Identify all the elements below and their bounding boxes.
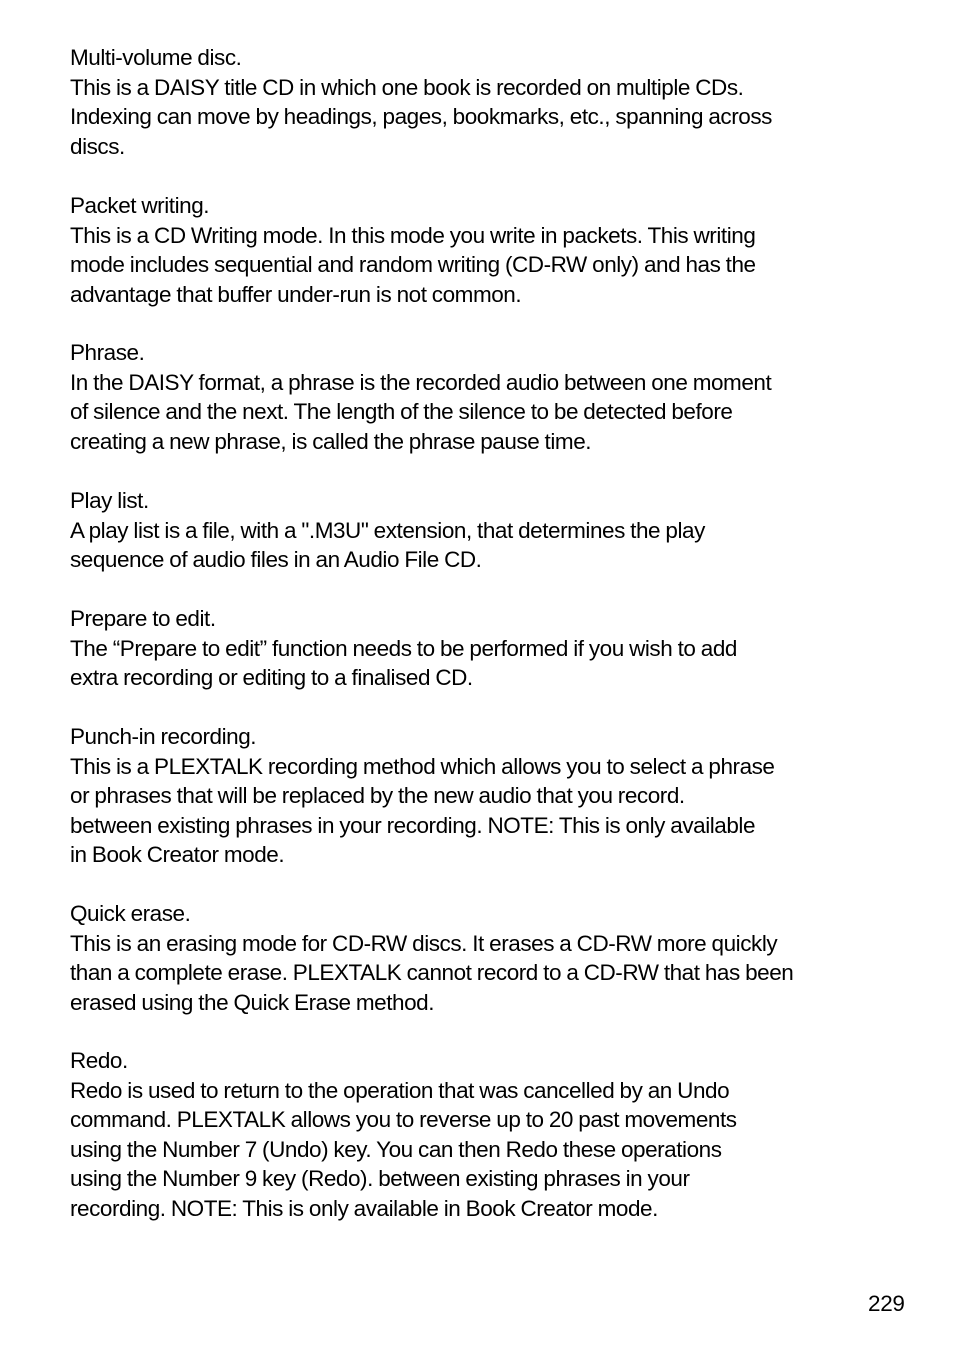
definition-line: creating a new phrase, is called the phrase pause time. — [70, 428, 592, 454]
definition-line: In the DAISY format, a phrase is the recorded audio between one moment — [70, 369, 772, 395]
definition-line: erased using the Quick Erase method. — [70, 989, 435, 1015]
glossary-term: Punch-in recording. — [70, 724, 257, 749]
glossary-term: Prepare to edit. — [70, 606, 216, 631]
page-number: 229 — [868, 1291, 905, 1316]
glossary-term: Multi-volume disc. — [70, 45, 242, 70]
definition-line: or phrases that will be replaced by the new audio that you record. — [70, 783, 685, 808]
definition-line: The “Prepare to edit” function needs to be performed if you wish to add — [70, 635, 737, 661]
definition-line: in Book Creator mode. — [70, 842, 285, 867]
glossary-entry-phrase — [70, 338, 930, 456]
glossary-entry-punch-in-recording — [70, 722, 930, 870]
glossary-entry-quick-erase — [70, 899, 930, 1017]
definition-line: of silence and the next. The length of the silence to be detected before — [70, 399, 733, 424]
definition-line: command. PLEXTALK allows you to reverse up to 20 past movements — [70, 1107, 737, 1132]
definition-line: This is an erasing mode for CD-RW discs. It erases a CD-RW more quickly — [70, 930, 778, 956]
definition-line: A play list is a file, with a ".M3U" extension, that determines the play — [70, 517, 705, 543]
glossary-entry-play-list — [70, 486, 930, 575]
glossary-term: Packet writing. — [70, 193, 210, 218]
definition-line: advantage that buffer under-run is not common. — [70, 281, 522, 307]
glossary-entry-packet-writing — [70, 191, 930, 309]
definition-line: sequence of audio files in an Audio File CD. — [70, 547, 482, 572]
glossary-term: Phrase. — [70, 340, 145, 365]
definition-line: This is a PLEXTALK recording method which allows you to select a phrase — [70, 753, 775, 779]
glossary-term: Quick erase. — [70, 901, 191, 926]
definition-line: than a complete erase. PLEXTALK cannot record to a CD-RW that has been — [70, 960, 794, 985]
glossary-term: Redo. — [70, 1048, 128, 1073]
definition-line: mode includes sequential and random writing (CD-RW only) and has the — [70, 252, 756, 277]
definition-line: extra recording or editing to a finalised CD. — [70, 665, 473, 690]
definition-line: This is a DAISY title CD in which one book is recorded on multiple CDs. — [70, 74, 744, 100]
glossary-term: Play list. — [70, 488, 149, 513]
definition-line: recording. NOTE: This is only available in Book Creator mode. — [70, 1195, 658, 1221]
definition-line: Indexing can move by headings, pages, bookmarks, etc., spanning across — [70, 104, 772, 129]
definition-line: between existing phrases in your recording. NOTE: This is only available — [70, 812, 756, 838]
glossary-entry-multi-volume-disc — [70, 43, 930, 161]
definition-line: discs. — [70, 133, 125, 159]
definition-line: This is a CD Writing mode. In this mode you write in packets. This writing — [70, 222, 756, 248]
glossary-entry-prepare-to-edit — [70, 604, 930, 693]
definition-line: using the Number 7 (Undo) key. You can then Redo these operations — [70, 1136, 722, 1162]
glossary-entry-redo — [70, 1046, 930, 1223]
definition-line: using the Number 9 key (Redo). between existing phrases in your — [70, 1166, 690, 1191]
definition-line: Redo is used to return to the operation that was cancelled by an Undo — [70, 1077, 730, 1103]
